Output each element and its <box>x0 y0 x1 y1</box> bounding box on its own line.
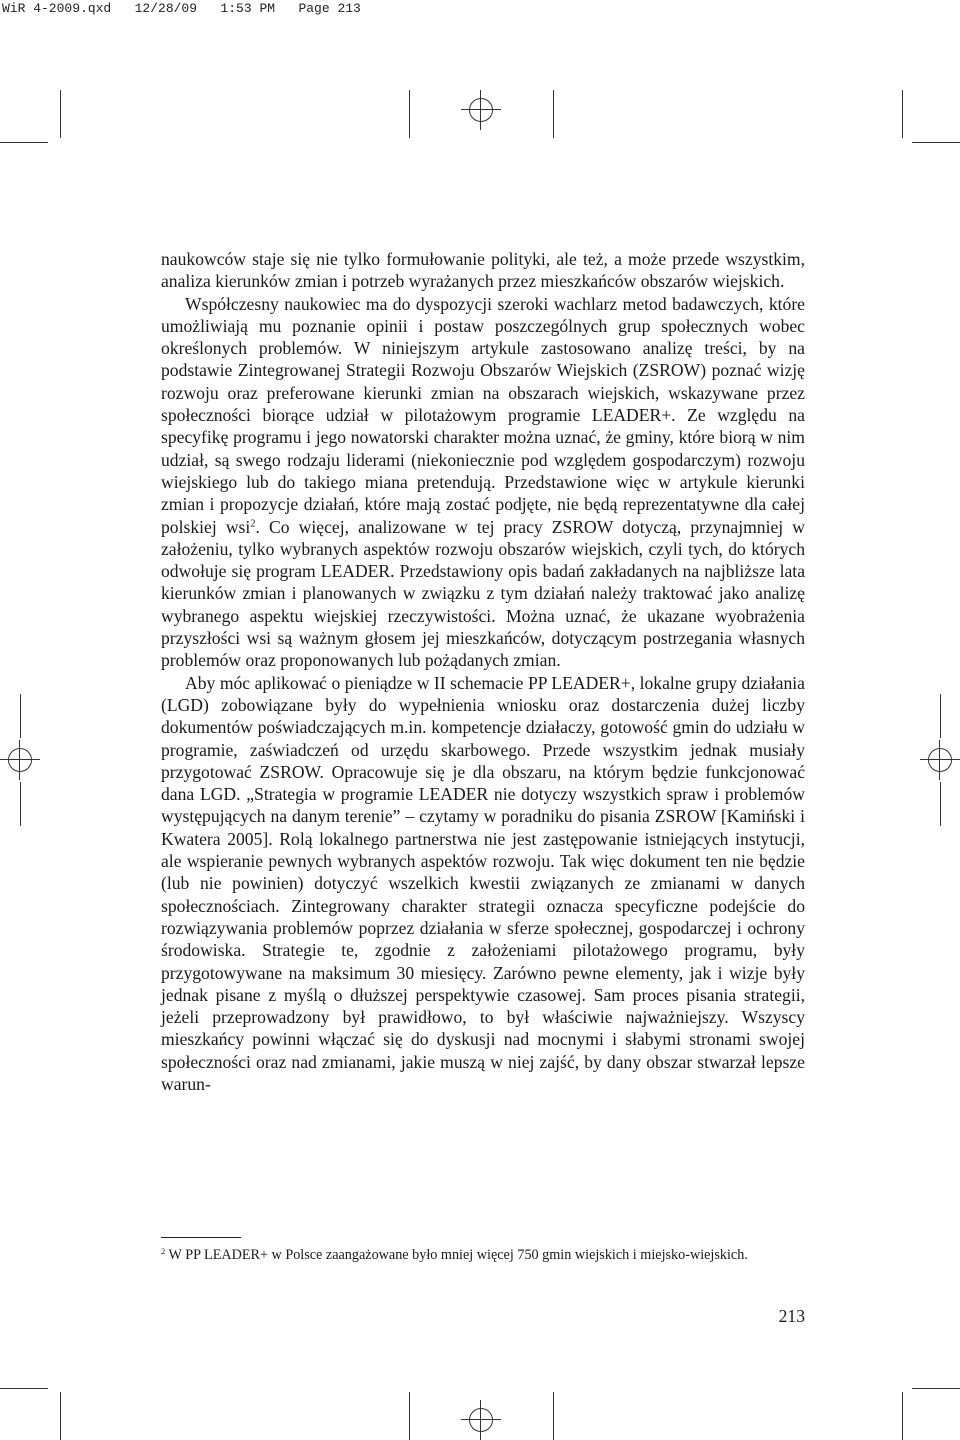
crop-mark-bottom-right-vertical <box>902 1392 903 1440</box>
registration-tick-left-lower <box>20 782 21 826</box>
crop-mark-bottom-right <box>912 1388 960 1389</box>
crop-mark-top-right <box>912 142 960 143</box>
body-text <box>161 248 805 1095</box>
registration-mark-left <box>0 740 40 780</box>
footnote-number: 2 <box>161 1245 166 1256</box>
crop-mark-top-left-vertical <box>60 90 61 138</box>
crop-mark-top-center-right <box>553 90 554 138</box>
footnote-text: W PP LEADER+ w Polsce zaangażowane było mniej więcej 750 gmin wiejskich i miejsko-wiejskich. <box>165 1247 748 1263</box>
registration-tick-right <box>940 694 941 738</box>
paragraph-2-part-1: Współczesny naukowiec ma do dyspozycji szeroki wachlarz metod badawczych, które umożliwiają mu poznanie opinii i postaw poszczególnych grup społecznych wobec określonych problemów. W niniejszym artykule zastosowano analizę treści, by na podstawie Zintegrowanej Strategii Rozwoju Obszarów Wiejskich (ZSROW) poznać wizję rozwoju oraz preferowane kierunki zmian na obszarach wiejskich, wskazywane przez społeczności biorące udział w pilotażowym programie LEADER+. Ze względu na specyfikę programu i jego nowatorski charakter można uznać, że gminy, które biorą w nim udział, są swego rodzaju liderami (niekoniecznie pod względem gospodarczym) rozwoju wiejskiego lub do takiego miana pretendują. Przedstawione więc w artykule kierunki zmian i propozycje działań, które mają zostać podjęte, nie będą reprezentatywne dla całej polskiej wsi <box>161 293 805 537</box>
footnote <box>161 1246 805 1265</box>
footnote-reference[interactable]: 2 <box>250 518 256 530</box>
paragraph-1: naukowców staje się nie tylko formułowanie polityki, ale też, a może przede wszystkim, analiza kierunków zmian i potrzeb wyrażanych przez mieszkańców obszarów wiejskich. <box>161 249 805 292</box>
paragraph-2-part-2: . Co więcej, analizowane w tej pracy ZSROW dotyczą, przynajmniej w założeniu, tylko wybranych aspektów rozwoju obszarów wiejskich, czyli tych, do których odwołuje się program LEADER. Przedstawiony opis badań zakładanych na najbliższe lata kierunków zmian i planowanych w związku z tym działań należy traktować jako analizę wybranego aspektu wiejskiej rzeczywistości. Można uznać, że ukazane wyobrażenia przyszłości wsi są ważnym głosem jej mieszkańców, dotyczącym postrzegania własnych problemów oraz proponowanych lub pożądanych zmian. <box>161 516 805 671</box>
footnote-rule <box>161 1237 241 1238</box>
registration-tick-right-lower <box>940 782 941 826</box>
slug-line: WiR 4-2009.qxd 12/28/09 1:53 PM Page 213 <box>2 1 361 16</box>
registration-mark-bottom <box>461 1400 501 1440</box>
paragraph-3: Aby móc aplikować o pieniądze w II schemacie PP LEADER+, lokalne grupy działania (LGD) zobowiązane były do wypełnienia wniosku oraz dostarczenia dużej liczby dokumentów poświadczających m.in. kompetencje działaczy, gotowość gmin do udziału w programie, zaświadczeń od urzędu skarbowego. Przede wszystkim jednak musiały przygotować ZSROW. Opracowuje się je dla obszaru, na którym będzie funkcjonować dana LGD. „Strategia w programie LEADER nie dotyczy wszystkich spraw i problemów występujących na danym terenie” – czytamy w poradniku do pisania ZSROW [Kamiński i Kwatera 2005]. Rolą lokalnego partnerstwa nie jest zastępowanie istniejących instytucji, ale wspieranie pewnych wybranych aspektów rozwoju. Tak więc dokument ten nie będzie (lub nie powinien) dotyczyć wszelkich kwestii związanych ze zmianami w danych społecznościach. Zintegrowany charakter strategii oznacza specyficzne podejście do rozwiązywania problemów poprzez działania w sferze społecznej, gospodarczej i ochrony środowiska. Strategie te, zgodnie z założeniami pilotażowego programu, były przygotowywane na maksimum 30 miesięcy. Zarówno pewne elementy, jak i wizje były jednak pisane z myślą o dłuższej perspektywie czasowej. Sam proces pisania strategii, jeżeli przeprowadzony był prawidłowo, to był właściwie najważniejszy. Wszyscy mieszkańcy powinni włączać się do dyskusji nad mocnymi i słabymi stronami swojej społeczności oraz nad zmianami, jakie muszą w niej zajść, by dany obszar stwarzał lepsze warun- <box>161 672 805 1094</box>
page-number: 213 <box>778 1306 805 1326</box>
registration-tick-left <box>20 694 21 738</box>
crop-mark-bottom-center-left <box>409 1392 410 1440</box>
paragraph-2 <box>161 293 805 672</box>
crop-mark-bottom-left <box>0 1388 48 1389</box>
crop-mark-top-center-left <box>409 90 410 138</box>
crop-mark-top-right-vertical <box>902 90 903 138</box>
registration-mark-right <box>920 740 960 780</box>
crop-mark-top-left <box>0 142 48 143</box>
registration-mark-top <box>461 90 501 130</box>
crop-mark-bottom-center-right <box>553 1392 554 1440</box>
crop-mark-bottom-left-vertical <box>60 1392 61 1440</box>
